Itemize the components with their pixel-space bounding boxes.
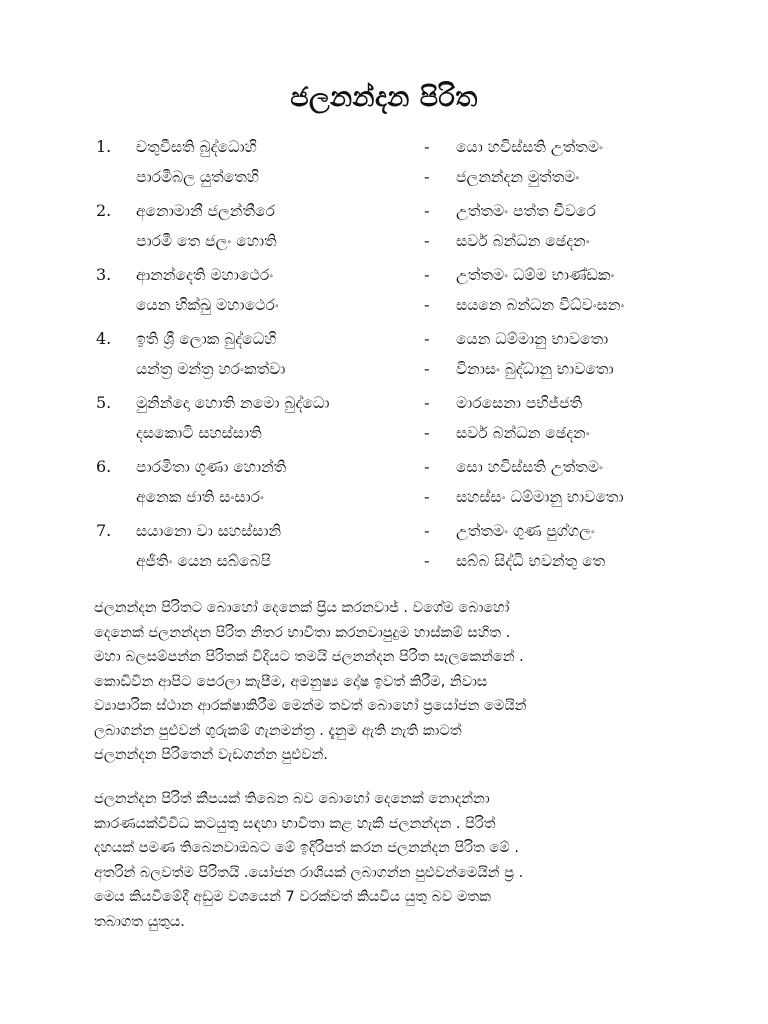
verse-line <box>96 290 696 320</box>
paragraph-details <box>94 787 684 934</box>
verse-separator: - <box>424 232 430 250</box>
verse-number: 1. <box>96 137 112 156</box>
verse-line <box>96 354 696 384</box>
verse-right-text: යො හවිස්සති උත්තමං <box>456 138 603 156</box>
verse-6 <box>96 452 696 516</box>
verse-separator: - <box>424 296 430 314</box>
paragraph-line: අතරින් බලවත්ම පිරිතයි .යෝජන රාශියක් ලබාගන්න පුළුවන්මෙයින් ප්‍ර . <box>94 864 524 881</box>
verse-right-text: සහස්සං ධම්මානු භාවතො <box>456 488 624 506</box>
verse-line <box>96 452 696 482</box>
verse-right-text: සර්ව බන්ධන ඡෙදනං <box>456 232 590 250</box>
verse-right-text: උත්තමං පත්ත චීවරෙ <box>456 202 596 220</box>
verse-number: 7. <box>96 521 112 540</box>
verse-right-text: සො හවිස්සති උත්තමං <box>456 458 603 476</box>
paragraph-line: ජලනන්දන පිරිතෙන් වැඩගන්න පුළුවන්. <box>94 747 329 763</box>
verse-line <box>96 546 696 576</box>
verse-line <box>96 418 696 448</box>
verse-right-text: මාරසෙනා පභිජ්ජති <box>456 394 583 412</box>
paragraph-line: දහයක් පමණ තිබෙනවාඔබට මේ ඉදිරිපත් කරන ජලනන්දන පිරිත මේ . <box>94 840 519 856</box>
paragraph-line: කාරණයක්විවිධ කටයුතු සඳහා භාවිතා කළ හැකි ජලනන්දන . පිරිත් <box>94 815 496 832</box>
verse-right-text: විනාසං බුද්ධානු භාවතො <box>456 360 614 378</box>
verse-separator: - <box>424 168 430 186</box>
verse-4 <box>96 324 696 388</box>
verse-1 <box>96 132 696 196</box>
verse-separator: - <box>424 488 430 506</box>
paragraph-line: මහා බලසම්පන්න පිරිතක් විදියට තමයි ජලනන්දන පිරිත සැලකෙන්නේ . <box>94 649 524 665</box>
page-title: ජලනන්දන පිරිත <box>290 82 478 113</box>
verse-left-text: යෙන භික්ඛු මහාථෙරං <box>136 296 279 314</box>
verse-5 <box>96 388 696 452</box>
verse-right-text: සර්ව බන්ධන ඡෙදනං <box>456 424 590 442</box>
verse-separator: - <box>424 394 430 412</box>
paragraph-line: ජලනන්දන පිරිත් කීපයක් තිබෙන බව බොහෝ දෙනෙක් නොදන්නා <box>94 791 490 807</box>
paragraph-line: දෙනෙක් ජලනන්දන පිරිත නිතර භාවිතා කරනවාපුදුම හාස්කම් සහිත . <box>94 624 511 641</box>
verse-left-text: චතුවීසති බුද්ධොහි <box>136 138 257 156</box>
verse-left-text: පාරමී තෙ ජලං හොති <box>136 232 277 250</box>
verse-right-text: උත්තමං ධම්ම භාණ්ඩකං <box>456 266 615 284</box>
verse-number: 3. <box>96 265 112 284</box>
paragraph-line: ජලනන්දන පිරිතට බොහෝ දෙනෙක් ප්‍රිය කරනවාජ් . වගේම බොහෝ <box>94 600 510 616</box>
verse-3 <box>96 260 696 324</box>
verse-left-text: දසකොටි සහස්සාති <box>136 424 262 442</box>
paragraph-line: ව්‍යාපාරික ස්ථාන ආරක්ෂාකිරීම මෙන්ම තවත් බොහෝ ප්‍රයෝජන මෙයින් <box>94 698 527 714</box>
verse-separator: - <box>424 330 430 348</box>
verse-separator: - <box>424 522 430 540</box>
verse-number: 4. <box>96 329 112 348</box>
verse-separator: - <box>424 360 430 378</box>
verse-separator: - <box>424 424 430 442</box>
verse-left-text: සයානො වා සහස්සානි <box>136 522 282 540</box>
verse-right-text: ජලනන්දන මුත්තමං <box>456 168 580 186</box>
verse-list <box>96 132 696 580</box>
verse-left-text: අනෙක ජාති සංසාරං <box>136 488 264 506</box>
verse-line <box>96 260 696 290</box>
verse-right-text: යෙන ධම්මානු භාවතො <box>456 330 609 348</box>
verse-left-text: ඉති ශ්‍රී ලොක බුද්ධෙහි <box>136 330 277 348</box>
verse-left-text: අනොමානී ජලන්තීරෙ <box>136 202 275 220</box>
verse-right-text: සබ්බ සිද්ධි භවන්තු තෙ <box>456 552 606 570</box>
verse-left-text: ආනන්දෙති මහාථෙරං <box>136 266 274 284</box>
paragraph-line: මෙය කියවීමේදී අඩුම වශයෙන් 7 වරක්වත් කියවිය යුතු බව මතක <box>94 889 491 905</box>
verse-number: 2. <box>96 201 112 220</box>
verse-right-text: උත්තමං ගුණ පුග්ගලං <box>456 522 595 540</box>
paragraph-line: කොඩිවින ආපිට පෙරලා කැපීම, අමනුෂ්‍ය දෝෂ ඉවත් කිරීම, නිවාස <box>94 673 488 690</box>
verse-line <box>96 516 696 546</box>
verse-separator: - <box>424 138 430 156</box>
verse-line <box>96 132 696 162</box>
verse-separator: - <box>424 552 430 570</box>
paragraph-line: ලබාගන්න පුළුවන් ගුරුකම් ගැනමන්ත්‍ර . දැනුම ඇති නැති කාටත් <box>94 722 462 739</box>
verse-left-text: යන්ත්‍ර මන්ත්‍ර හරංකත්වා <box>136 360 286 378</box>
verse-line <box>96 226 696 256</box>
paragraph-intro <box>94 596 684 768</box>
verse-left-text: අජීතිං යෙන සබ්බෙපි <box>136 552 272 570</box>
verse-2 <box>96 196 696 260</box>
verse-line <box>96 324 696 354</box>
verse-separator: - <box>424 266 430 284</box>
verse-line <box>96 482 696 512</box>
verse-7 <box>96 516 696 580</box>
verse-left-text: මුනින්දො හොති නමො බුද්ධො <box>136 394 330 412</box>
verse-line <box>96 162 696 192</box>
verse-left-text: පාරමිතා ගුණා හොන්ති <box>136 458 287 476</box>
paragraph-line: තබාගත යුතුය. <box>94 913 185 930</box>
verse-number: 5. <box>96 393 112 412</box>
verse-line <box>96 196 696 226</box>
verse-line <box>96 388 696 418</box>
verse-number: 6. <box>96 457 112 476</box>
verse-right-text: සයනෙ බන්ධන විධ්වංසනං <box>456 296 625 314</box>
verse-left-text: පාරමීබල යුත්තෙහි <box>136 168 260 186</box>
verse-separator: - <box>424 202 430 220</box>
verse-separator: - <box>424 458 430 476</box>
